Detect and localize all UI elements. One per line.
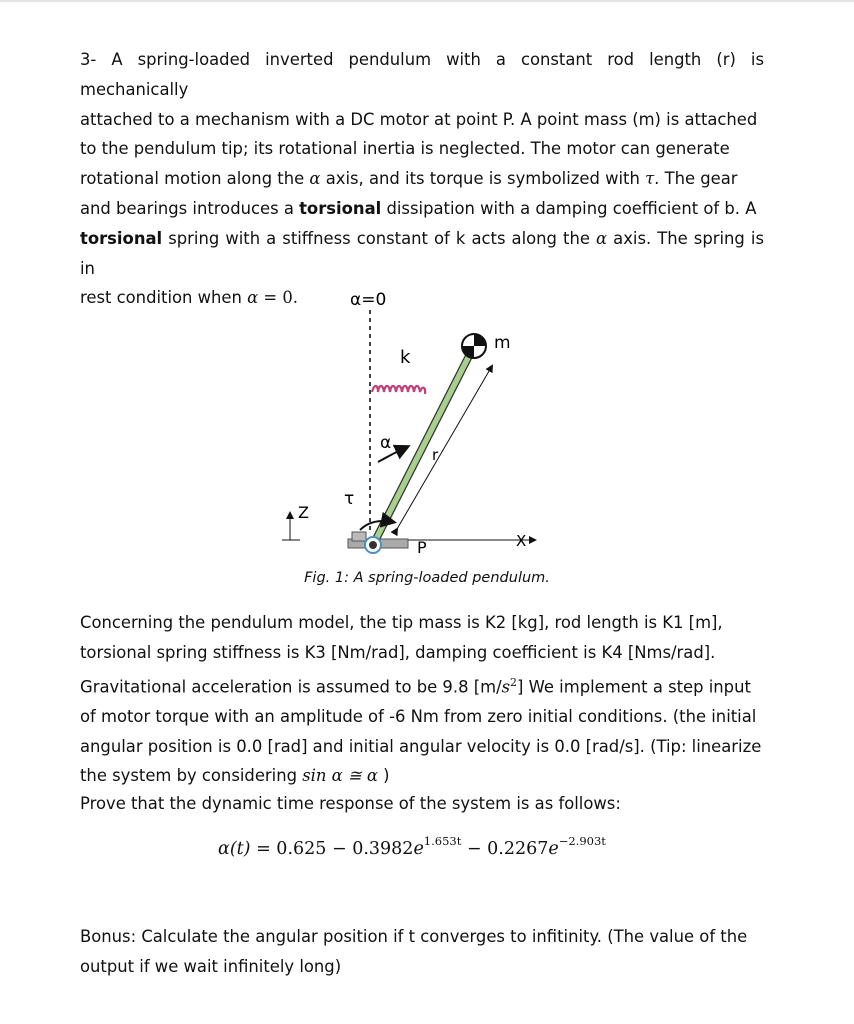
problem-line: rest condition when α = 0. (80, 288, 298, 308)
problem-line: 3- A spring-loaded inverted pendulum with a constant rod length (r) is mechanically (80, 50, 764, 99)
bonus-line: Bonus: Calculate the angular position if t converges to infitinity. (The value of the (80, 927, 748, 946)
tau-label: τ (344, 489, 355, 509)
response-equation: $\alpha(t) = 0.625 - 0.3982e^{1.653t} - 0.2267e^{-2.903t}$ (218, 834, 606, 859)
bonus-line: output if we wait infinitely long) (80, 956, 342, 976)
z-axis-label: Z (298, 503, 309, 522)
point-mass (462, 334, 486, 358)
params-line: torsional spring stiffness is K3 [Nm/rad], damping coefficient is K4 [Nms/rad]. (80, 642, 716, 662)
k-label: k (400, 347, 411, 368)
params-line: Concerning the pendulum model, the tip mass is K2 [kg], rod length is K1 [m], (80, 613, 723, 632)
problem-line: and bearings introduces a torsional dissipation with a damping coefficient of b. A (80, 198, 757, 218)
params-line: the system by considering sin α ≅ α ) (80, 766, 390, 786)
equation-lhs: α(t) (218, 838, 251, 859)
params-line: Gravitational acceleration is assumed to be 9.8 $[m/s^2]$ We implement a step input (80, 675, 751, 697)
problem-line: rotational motion along the α axis, and its torque is symbolized with τ. The gear (80, 169, 738, 189)
problem-line: torsional spring with a stiffness constant of k acts along the α axis. The spring is in (80, 228, 764, 278)
prove-intro: Prove that the dynamic time response of the system is as follows: (80, 794, 621, 813)
problem-line: to the pendulum tip; its rotational inertia is neglected. The motor can generate (80, 139, 730, 159)
r-label: r (432, 446, 439, 464)
params-line: of motor torque with an amplitude of -6 Nm from zero initial conditions. (the initial (80, 706, 757, 726)
p-label: P (417, 538, 427, 557)
r-dimension-arrow (397, 366, 492, 529)
x-axis-label: X (516, 532, 527, 550)
alpha-zero-label: α=0 (350, 290, 387, 310)
torsional-spring (372, 386, 425, 394)
m-label: m (494, 333, 511, 353)
bonus-paragraph (80, 922, 764, 982)
top-divider (0, 0, 854, 2)
alpha-label: α (380, 433, 392, 453)
problem-line: attached to a mechanism with a DC motor at point P. A point mass (m) is attached (80, 109, 758, 129)
parameters-paragraph (80, 608, 764, 791)
params-line: angular position is 0.0 [rad] and initial angular velocity is 0.0 [rad/s]. (Tip: linearize (80, 736, 762, 756)
pendulum-figure (280, 270, 570, 570)
figure-caption: Fig. 1: A spring-loaded pendulum. (304, 570, 550, 586)
